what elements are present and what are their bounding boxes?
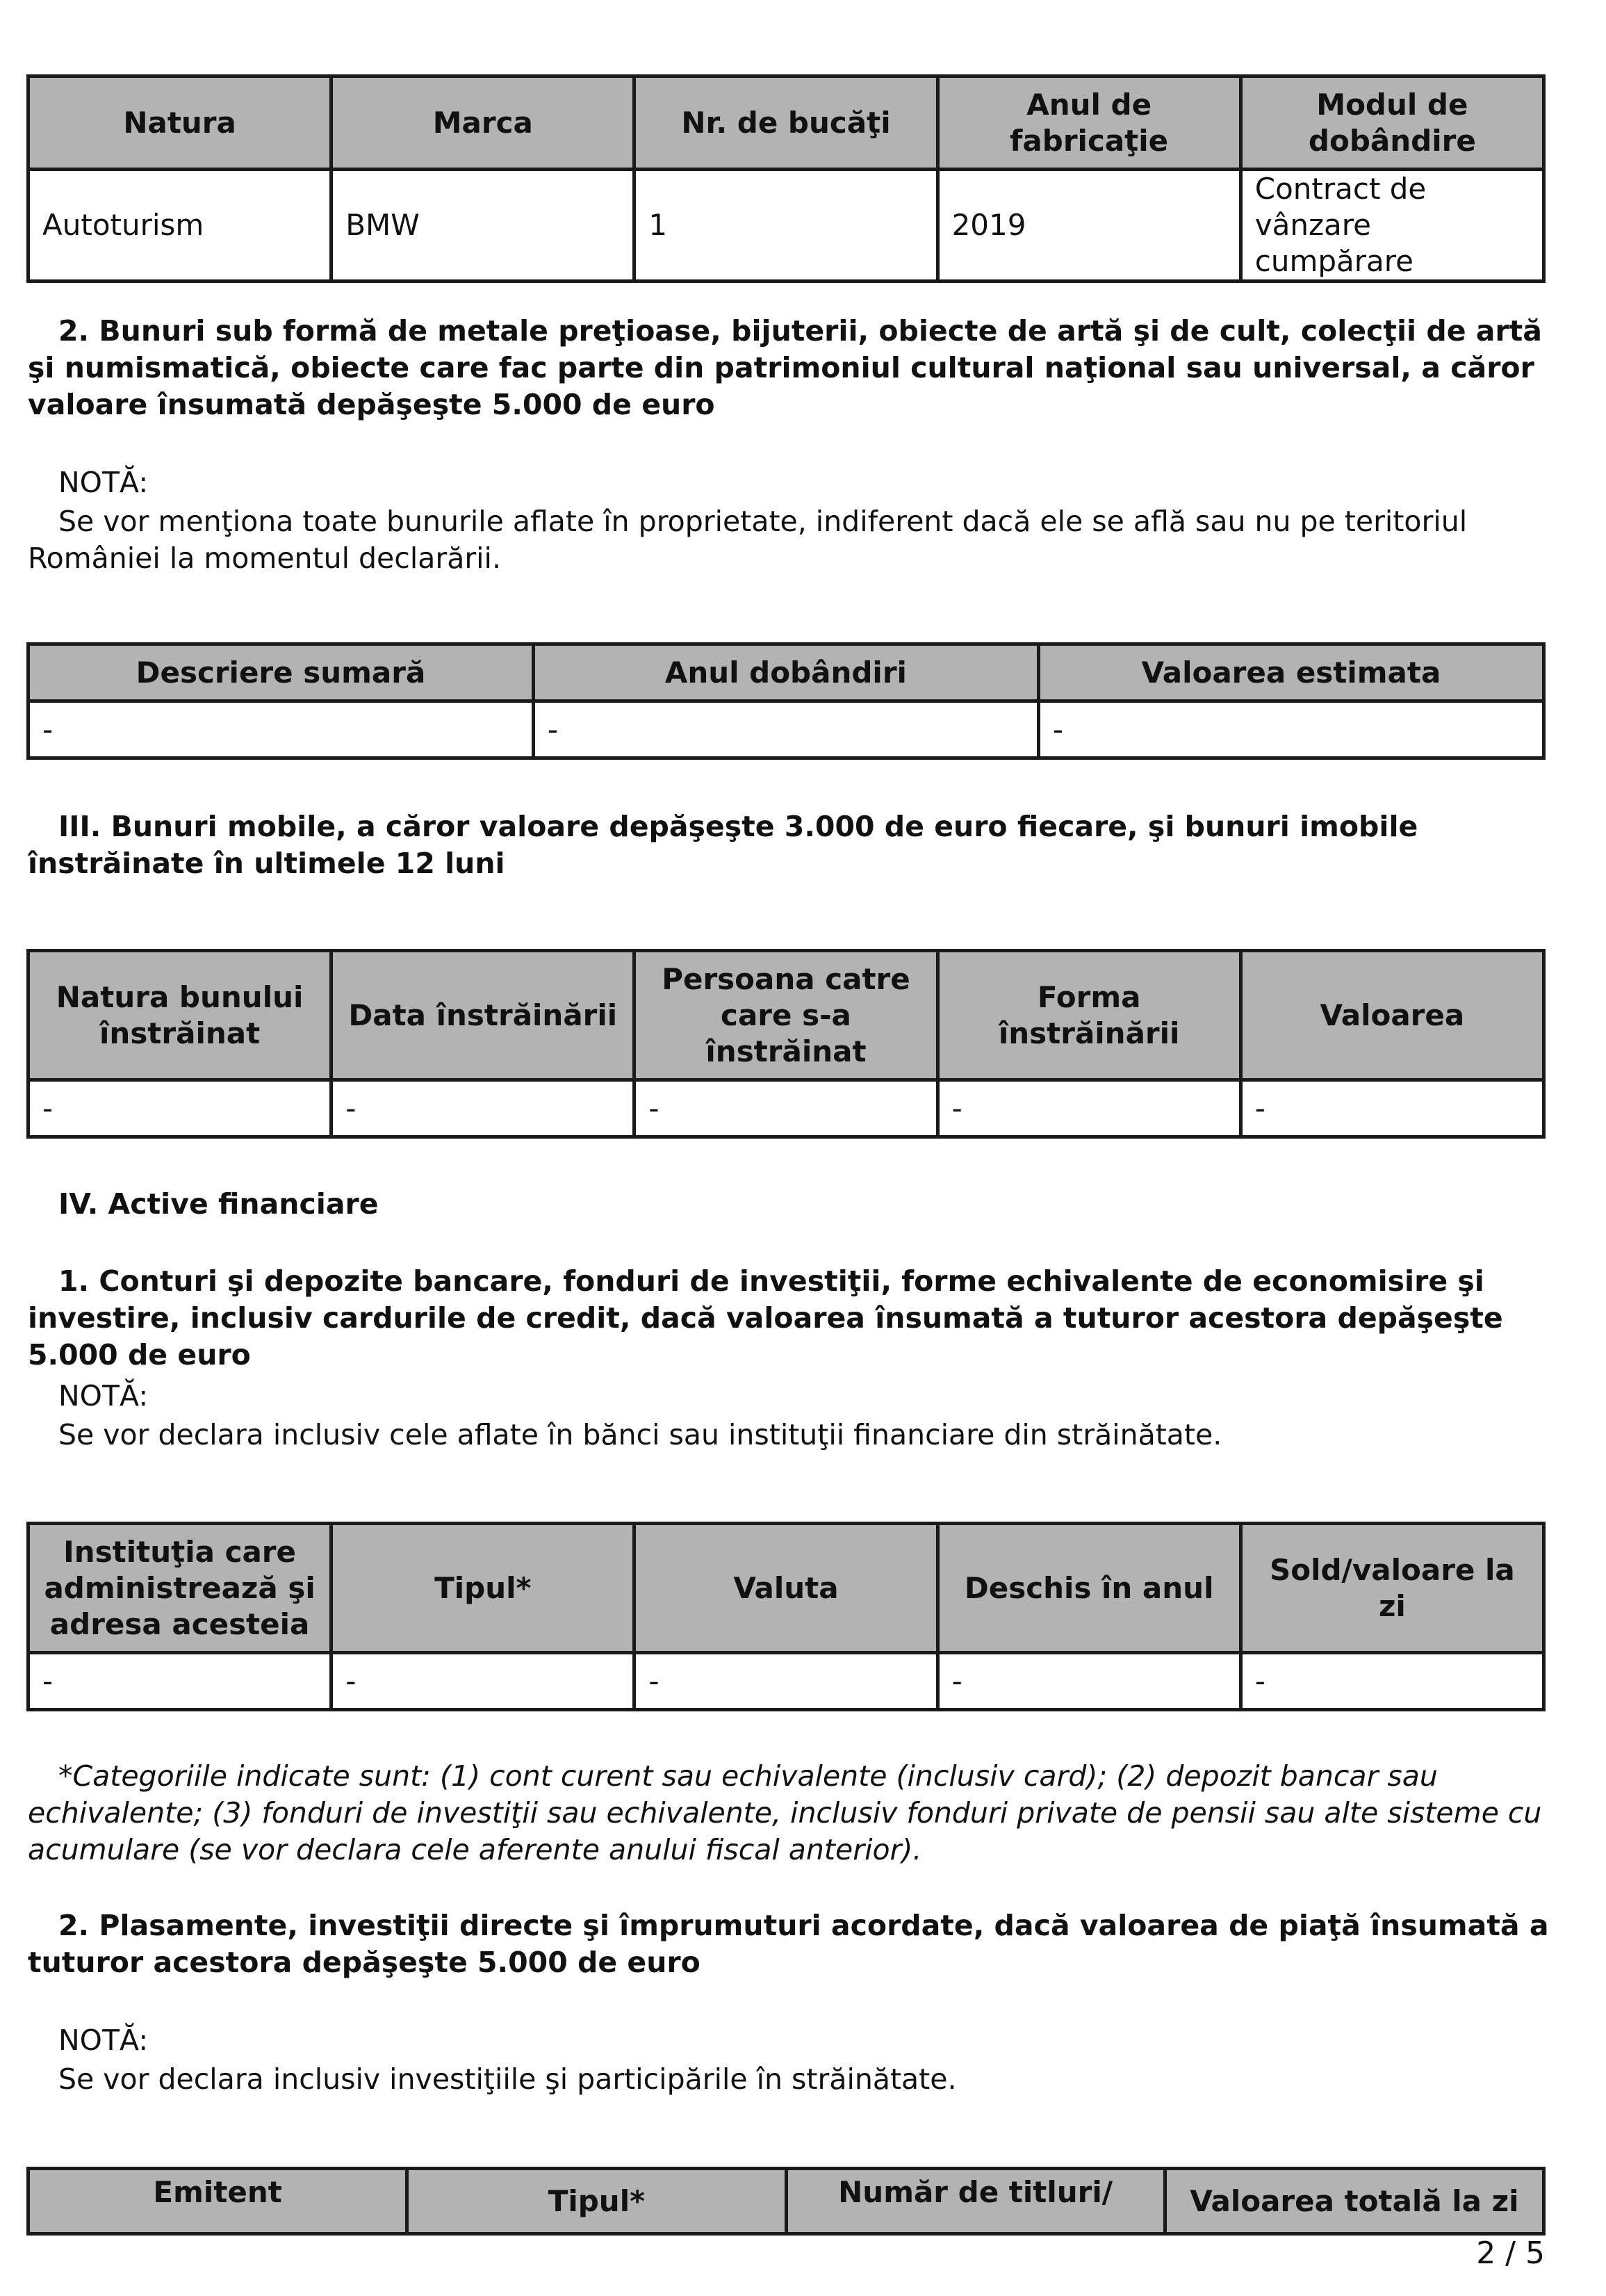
accounts-table bbox=[26, 1522, 1546, 1711]
vehicles-table bbox=[26, 74, 1546, 283]
table-cell: - bbox=[28, 1080, 331, 1137]
table-header-cell: Forma înstrăinării bbox=[937, 951, 1240, 1080]
table-cell: - bbox=[533, 701, 1038, 758]
table-header-row bbox=[28, 951, 1544, 1080]
table-cell: - bbox=[28, 1653, 331, 1710]
table-header-cell: Persoana catre care s-a înstrăinat bbox=[634, 951, 937, 1080]
table-cell: - bbox=[331, 1080, 634, 1137]
table-header-cell: Anul de fabricaţie bbox=[937, 76, 1240, 170]
table-header-row bbox=[28, 1524, 1544, 1653]
categories-footnote: *Categoriile indicate sunt: (1) cont curent sau echivalente (inclusiv card); (2) depozit bancar sau echivalente; (3) fonduri de investiţii sau echivalente, inclusiv fonduri private de pensii sau alte sisteme cu acumulare (se vor declara cele aferente anului fiscal anterior). bbox=[28, 1759, 1542, 1866]
table-cell: - bbox=[634, 1653, 937, 1710]
section-iv-2-note-label: NOTĂ: bbox=[58, 2024, 149, 2057]
section-iv-heading: IV. Active financiare bbox=[58, 1187, 379, 1221]
table-cell: Contract de vânzare cumpărare bbox=[1240, 170, 1543, 282]
table-header-cell: Natura bunului înstrăinat bbox=[28, 951, 331, 1080]
table-header-cell: Instituţia care administrează şi adresa acesteia bbox=[28, 1524, 331, 1653]
table-cell: - bbox=[1240, 1653, 1543, 1710]
section-2-note-text: Se vor menţiona toate bunurile aflate în proprietate, indiferent dacă ele se află sau nu pe teritoriul României la momentul declarării. bbox=[28, 505, 1468, 575]
table-cell: 2019 bbox=[937, 170, 1240, 282]
table-header-cell: Descriere sumară bbox=[28, 644, 534, 701]
table-header-cell: Deschis în anul bbox=[937, 1524, 1240, 1653]
section-iv-1-note-label: NOTĂ: bbox=[58, 1379, 149, 1412]
table-header-cell: Tipul* bbox=[331, 1524, 634, 1653]
table-cell: - bbox=[937, 1653, 1240, 1710]
table-cell: - bbox=[1038, 701, 1543, 758]
table-cell: 1 bbox=[634, 170, 937, 282]
alienated-goods-table bbox=[26, 949, 1546, 1139]
table-header-cell: Număr de titluri/ bbox=[786, 2169, 1165, 2234]
table-cell: - bbox=[1240, 1080, 1543, 1137]
table-header-cell: Anul dobândiri bbox=[533, 644, 1038, 701]
table-header-cell: Valoarea estimata bbox=[1038, 644, 1543, 701]
table-cell: BMW bbox=[331, 170, 634, 282]
section-iv-2-note-text: Se vor declara inclusiv investiţiile şi participările în străinătate. bbox=[58, 2062, 957, 2096]
table-header-cell: Nr. de bucăţi bbox=[634, 76, 937, 170]
table-header-cell: Valuta bbox=[634, 1524, 937, 1653]
section-2-heading: 2. Bunuri sub formă de metale preţioase, bijuterii, obiecte de artă şi de cult, colecţii de artă şi numismatică, obiecte care fac parte din patrimoniul cultural naţional sau universal, a căror valoare însumată depăşeşte 5.000 de euro bbox=[28, 314, 1542, 421]
section-iv-2-heading: 2. Plasamente, investiţii directe şi împrumuturi acordate, dacă valoarea de piaţă însumată a tuturor acestora depăşeşte 5.000 de euro bbox=[28, 1909, 1549, 1979]
section-2-note-label: NOTĂ: bbox=[58, 466, 149, 499]
table-header-cell: Natura bbox=[28, 76, 331, 170]
table-header-cell: Data înstrăinării bbox=[331, 951, 634, 1080]
table-cell: - bbox=[28, 701, 534, 758]
table-cell: - bbox=[634, 1080, 937, 1137]
table-header-cell: Valoarea bbox=[1240, 951, 1543, 1080]
table-header-cell: Sold/valoare la zi bbox=[1240, 1524, 1543, 1653]
table-header-cell: Modul de dobândire bbox=[1240, 76, 1543, 170]
table-row bbox=[28, 1080, 1544, 1137]
table-header-cell: Marca bbox=[331, 76, 634, 170]
table-header-row bbox=[28, 76, 1544, 170]
table-cell: - bbox=[331, 1653, 634, 1710]
table-cell: Autoturism bbox=[28, 170, 331, 282]
table-header-cell: Valoarea totală la zi bbox=[1165, 2169, 1543, 2234]
table-header-row bbox=[28, 2169, 1544, 2234]
table-header-cell: Tipul* bbox=[407, 2169, 786, 2234]
page-number: 2 / 5 bbox=[1476, 2236, 1545, 2271]
section-iii-heading: III. Bunuri mobile, a căror valoare depăşeşte 3.000 de euro fiecare, şi bunuri imobile înstrăinate în ultimele 12 luni bbox=[28, 810, 1418, 880]
valuables-table bbox=[26, 642, 1546, 760]
table-row bbox=[28, 1653, 1544, 1710]
table-header-row bbox=[28, 644, 1544, 701]
section-iv-1-heading: 1. Conturi şi depozite bancare, fonduri de investiţii, forme echivalente de economisire şi investire, inclusiv cardurile de credit, dacă valoarea însumată a tuturor acestora depăşeşte 5.000 de euro bbox=[28, 1264, 1503, 1371]
table-row bbox=[28, 170, 1544, 282]
table-header-cell: Emitent bbox=[28, 2169, 407, 2234]
table-cell: - bbox=[937, 1080, 1240, 1137]
investments-table bbox=[26, 2167, 1546, 2236]
table-row bbox=[28, 701, 1544, 758]
section-iv-1-note-text: Se vor declara inclusiv cele aflate în bănci sau instituţii financiare din străinătate. bbox=[58, 1418, 1222, 1451]
